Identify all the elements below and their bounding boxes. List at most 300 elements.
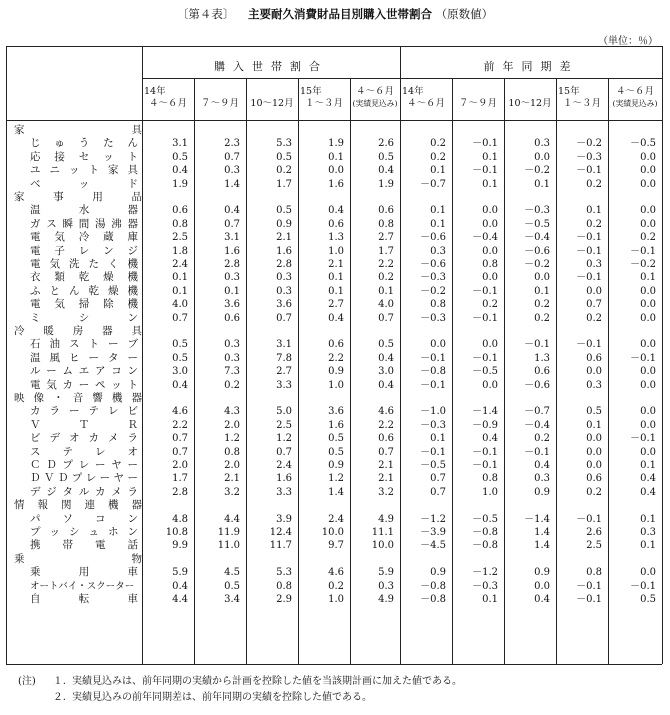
value-cell: 0.6 bbox=[534, 366, 550, 378]
value-cell: －0.2 bbox=[576, 138, 602, 150]
value-cell: 0.8 bbox=[224, 446, 240, 458]
item-label: 電 気 洗 た く 機 bbox=[30, 258, 138, 270]
value-cell: －0.1 bbox=[576, 232, 602, 244]
value-cell: －0.9 bbox=[472, 419, 498, 431]
category-label: 家 具 bbox=[14, 124, 142, 136]
value-cell: 2.1 bbox=[378, 460, 394, 471]
value-cell: 0.8 bbox=[276, 580, 292, 592]
value-cell: 5.9 bbox=[172, 567, 188, 579]
column-header-top: 15年 bbox=[300, 86, 322, 97]
value-cell: －0.2 bbox=[524, 165, 550, 177]
table-subtitle: （原数値） bbox=[435, 7, 494, 21]
value-cell: 0.0 bbox=[640, 379, 656, 391]
value-cell: 0.1 bbox=[482, 151, 498, 163]
value-cell: 1.7 bbox=[172, 473, 188, 485]
value-cell: －0.3 bbox=[576, 151, 602, 163]
value-cell: 0.1 bbox=[430, 433, 446, 445]
value-cell: 0.2 bbox=[430, 138, 446, 150]
value-cell: 11.1 bbox=[371, 527, 394, 538]
value-cell: 2.4 bbox=[172, 259, 188, 270]
value-cell: 0.3 bbox=[224, 165, 240, 177]
table-number: 〔第４表〕 bbox=[176, 7, 235, 21]
item-label: ベ ッ ド bbox=[30, 177, 138, 190]
value-cell: －0.3 bbox=[420, 272, 446, 284]
value-cell: －0.5 bbox=[630, 138, 656, 150]
value-cell: 0.2 bbox=[482, 299, 498, 311]
column-header: 10～12月 bbox=[250, 98, 294, 109]
value-cell: 0.7 bbox=[586, 299, 602, 311]
value-cell: 10.0 bbox=[321, 527, 344, 538]
table-rule bbox=[6, 46, 662, 47]
column-header: １～３月 bbox=[304, 98, 343, 109]
value-cell: 1.2 bbox=[328, 473, 344, 485]
item-label: ビ デ オ カ メ ラ bbox=[30, 432, 138, 445]
value-cell: －0.1 bbox=[472, 312, 498, 324]
value-cell: 0.9 bbox=[430, 567, 446, 579]
value-cell: 0.6 bbox=[586, 352, 602, 364]
value-cell: －1.2 bbox=[420, 513, 446, 525]
table-title bbox=[0, 6, 670, 22]
value-cell: 0.4 bbox=[640, 473, 656, 485]
value-cell: 0.0 bbox=[640, 285, 656, 297]
value-cell: 0.0 bbox=[640, 446, 656, 458]
value-cell: 3.6 bbox=[224, 299, 240, 311]
value-cell: 0.1 bbox=[224, 285, 240, 297]
column-header: ４～６月 bbox=[148, 98, 187, 109]
value-cell: 0.1 bbox=[430, 165, 446, 177]
item-label: ス テ レ オ bbox=[30, 445, 138, 458]
value-cell: 0.1 bbox=[586, 419, 602, 431]
value-cell: 0.4 bbox=[328, 312, 344, 324]
value-cell: 0.1 bbox=[328, 285, 344, 297]
item-label: Ｖ Ｔ Ｒ bbox=[30, 418, 138, 431]
item-label: じ ゅ う た ん bbox=[30, 137, 138, 150]
value-cell: 4.6 bbox=[378, 406, 394, 418]
value-cell: －0.3 bbox=[420, 419, 446, 431]
value-cell: 0.0 bbox=[328, 165, 344, 177]
value-cell: 2.1 bbox=[276, 232, 292, 244]
value-cell: 1.0 bbox=[482, 486, 498, 498]
value-cell: －0.1 bbox=[576, 272, 602, 284]
value-cell: 0.1 bbox=[430, 218, 446, 230]
value-cell: 0.5 bbox=[586, 406, 602, 418]
value-cell: 1.6 bbox=[276, 245, 292, 257]
value-cell: 0.1 bbox=[534, 178, 550, 190]
value-cell: 0.0 bbox=[482, 205, 498, 217]
value-cell: －3.9 bbox=[420, 527, 446, 538]
value-cell: －0.1 bbox=[472, 460, 498, 471]
value-cell: 0.1 bbox=[172, 285, 188, 297]
value-cell: 0.1 bbox=[328, 272, 344, 284]
value-cell: 0.5 bbox=[328, 433, 344, 445]
value-cell: 0.4 bbox=[172, 580, 188, 592]
value-cell: 0.6 bbox=[328, 218, 344, 230]
value-cell: －0.1 bbox=[420, 446, 446, 458]
item-label: 石 油 ス ト ー ブ bbox=[30, 338, 138, 351]
value-cell: 0.0 bbox=[640, 165, 656, 177]
value-cell: 0.0 bbox=[586, 446, 602, 458]
value-cell: 2.0 bbox=[224, 419, 240, 431]
value-cell: －0.1 bbox=[576, 245, 602, 257]
value-cell: 3.3 bbox=[276, 379, 292, 391]
column-header: 10～12月 bbox=[508, 98, 552, 109]
value-cell: －0.5 bbox=[524, 218, 550, 230]
value-cell: 0.4 bbox=[378, 165, 394, 177]
value-cell: －0.7 bbox=[420, 178, 446, 190]
value-cell: 5.9 bbox=[378, 567, 394, 579]
value-cell: 2.5 bbox=[276, 419, 292, 431]
value-cell: －0.1 bbox=[630, 352, 656, 364]
value-cell: 0.5 bbox=[328, 446, 344, 458]
column-header: (実績見込み) bbox=[612, 99, 658, 108]
value-cell: 0.9 bbox=[276, 218, 292, 230]
value-cell: 0.2 bbox=[378, 272, 394, 284]
value-cell: 2.2 bbox=[378, 259, 394, 270]
value-cell: 0.4 bbox=[640, 486, 656, 498]
item-label: 電 気 カ ー ペ ッ ト bbox=[30, 378, 138, 391]
value-cell: 0.7 bbox=[378, 446, 394, 458]
value-cell: 7.8 bbox=[276, 352, 292, 364]
category-label: 乗 物 bbox=[14, 552, 142, 565]
item-label: デ ジ タ ル カ メ ラ bbox=[30, 485, 138, 498]
value-cell: 4.9 bbox=[378, 513, 394, 525]
value-cell: －1.2 bbox=[472, 567, 498, 579]
table-main-title: 主要耐久消費財品目別購入世帯割合 bbox=[248, 7, 432, 21]
item-label: プ ッ シ ュ ホ ン bbox=[30, 526, 138, 538]
value-cell: 1.0 bbox=[328, 245, 344, 257]
value-cell: －0.4 bbox=[524, 232, 550, 244]
value-cell: －0.3 bbox=[524, 205, 550, 217]
item-label: 衣 類 乾 燥 機 bbox=[30, 271, 138, 284]
value-cell: 1.4 bbox=[534, 540, 550, 552]
value-cell: 0.0 bbox=[482, 379, 498, 391]
value-cell: 0.4 bbox=[378, 379, 394, 391]
value-cell: 1.0 bbox=[328, 594, 344, 605]
value-cell: 0.0 bbox=[534, 151, 550, 163]
value-cell: 3.6 bbox=[328, 406, 344, 418]
value-cell: 0.0 bbox=[640, 205, 656, 217]
table-rule bbox=[6, 664, 662, 665]
value-cell: 4.0 bbox=[172, 299, 188, 311]
value-cell: 12.4 bbox=[269, 527, 292, 538]
value-cell: －0.1 bbox=[576, 339, 602, 351]
value-cell: 0.0 bbox=[430, 339, 446, 351]
value-cell: 4.6 bbox=[172, 406, 188, 418]
value-cell: 0.3 bbox=[224, 352, 240, 364]
item-label: 応 接 セ ッ ト bbox=[30, 150, 138, 163]
value-cell: －0.6 bbox=[524, 245, 550, 257]
value-cell: 0.3 bbox=[378, 580, 394, 592]
value-cell: 0.1 bbox=[534, 285, 550, 297]
column-header: ７～９月 bbox=[200, 98, 239, 109]
value-cell: 2.2 bbox=[172, 419, 188, 431]
column-header: ４～６月 bbox=[406, 98, 445, 109]
value-cell: 0.8 bbox=[172, 218, 188, 230]
value-cell: 0.0 bbox=[640, 312, 656, 324]
value-cell: 0.4 bbox=[534, 594, 550, 605]
value-cell: 0.2 bbox=[534, 312, 550, 324]
value-cell: 1.9 bbox=[328, 138, 344, 150]
value-cell: －0.8 bbox=[472, 527, 498, 538]
value-cell: 2.4 bbox=[328, 513, 344, 525]
value-cell: 10.0 bbox=[371, 540, 394, 552]
value-cell: 3.0 bbox=[172, 366, 188, 378]
value-cell: 3.9 bbox=[276, 513, 292, 525]
value-cell: 0.9 bbox=[328, 460, 344, 471]
value-cell: 0.3 bbox=[224, 272, 240, 284]
value-cell: 4.5 bbox=[224, 567, 240, 579]
value-cell: 1.6 bbox=[276, 473, 292, 485]
value-cell: 0.6 bbox=[586, 473, 602, 485]
value-cell: 3.1 bbox=[224, 232, 240, 244]
value-cell: 4.0 bbox=[378, 299, 394, 311]
value-cell: 11.7 bbox=[269, 540, 292, 552]
value-cell: －0.4 bbox=[524, 419, 550, 431]
note-line-2: ２. 実績見込みの前年同期差は、前年同期の実績を控除した値である。 bbox=[52, 692, 372, 703]
category-label: 映 像 ・ 音 響 機 器 bbox=[14, 392, 142, 404]
value-cell: 0.2 bbox=[276, 165, 292, 177]
value-cell: 2.7 bbox=[378, 232, 394, 244]
value-cell: 0.9 bbox=[328, 366, 344, 378]
value-cell: 2.6 bbox=[378, 138, 394, 150]
value-cell: 0.0 bbox=[586, 366, 602, 378]
value-cell: 2.0 bbox=[224, 460, 240, 471]
value-cell: 2.2 bbox=[328, 352, 344, 364]
value-cell: 1.6 bbox=[328, 178, 344, 190]
value-cell: 2.5 bbox=[586, 540, 602, 552]
value-cell: 0.0 bbox=[640, 419, 656, 431]
value-cell: 0.0 bbox=[482, 218, 498, 230]
notes bbox=[18, 674, 462, 706]
category-label: 情 報 関 連 機 器 bbox=[14, 499, 142, 512]
value-cell: 0.7 bbox=[276, 312, 292, 324]
value-cell: 0.2 bbox=[534, 433, 550, 445]
value-cell: 4.9 bbox=[378, 594, 394, 605]
value-cell: －0.2 bbox=[524, 259, 550, 270]
value-cell: 3.1 bbox=[172, 138, 188, 150]
value-cell: 2.7 bbox=[328, 299, 344, 311]
value-cell: 0.0 bbox=[640, 178, 656, 190]
value-cell: 1.3 bbox=[328, 232, 344, 244]
value-cell: 0.0 bbox=[640, 366, 656, 378]
value-cell: 1.9 bbox=[172, 178, 188, 190]
value-cell: 0.0 bbox=[586, 433, 602, 445]
item-label: ル ー ム エ ア コ ン bbox=[30, 365, 138, 378]
value-cell: －0.1 bbox=[524, 446, 550, 458]
value-cell: 0.1 bbox=[378, 285, 394, 297]
value-cell: －0.1 bbox=[472, 352, 498, 364]
value-cell: －0.1 bbox=[576, 165, 602, 177]
item-label: 温 風 ヒ ー タ ー bbox=[30, 351, 138, 364]
value-cell: 1.4 bbox=[534, 527, 550, 538]
table-rule bbox=[6, 120, 662, 121]
value-cell: 0.3 bbox=[640, 527, 656, 538]
value-cell: 0.6 bbox=[172, 205, 188, 217]
value-cell: 2.5 bbox=[172, 232, 188, 244]
column-header-top: 14年 bbox=[144, 86, 166, 97]
value-cell: 0.4 bbox=[534, 460, 550, 471]
value-cell: 0.5 bbox=[172, 339, 188, 351]
value-cell: 3.3 bbox=[276, 486, 292, 498]
value-cell: 11.9 bbox=[217, 527, 240, 538]
value-cell: 2.1 bbox=[328, 259, 344, 270]
item-label: パ ソ コ ン bbox=[30, 512, 138, 525]
value-cell: 0.7 bbox=[172, 312, 188, 324]
value-cell: 2.8 bbox=[276, 259, 292, 270]
value-cell: 0.8 bbox=[482, 259, 498, 270]
value-cell: 0.7 bbox=[276, 446, 292, 458]
value-cell: －0.2 bbox=[420, 285, 446, 297]
value-cell: 0.0 bbox=[482, 339, 498, 351]
value-cell: 9.9 bbox=[172, 540, 188, 552]
value-cell: 0.2 bbox=[430, 151, 446, 163]
value-cell: 0.5 bbox=[224, 580, 240, 592]
value-cell: －0.6 bbox=[524, 379, 550, 391]
value-cell: 0.9 bbox=[534, 567, 550, 579]
value-cell: 1.9 bbox=[378, 178, 394, 190]
value-cell: －0.1 bbox=[420, 352, 446, 364]
value-cell: －0.1 bbox=[576, 594, 602, 605]
value-cell: －0.1 bbox=[524, 339, 550, 351]
item-label: 自 転 車 bbox=[30, 593, 138, 605]
value-cell: 0.0 bbox=[534, 580, 550, 592]
value-cell: 5.3 bbox=[276, 138, 292, 150]
value-cell: 0.2 bbox=[640, 232, 656, 244]
value-cell: 2.8 bbox=[172, 486, 188, 498]
value-cell: －0.8 bbox=[420, 594, 446, 605]
value-cell: －0.8 bbox=[420, 580, 446, 592]
value-cell: 2.1 bbox=[224, 473, 240, 485]
value-cell: －1.4 bbox=[524, 513, 550, 525]
value-cell: 0.3 bbox=[534, 473, 550, 485]
group-header-purchase-share: 購入世帯割合 bbox=[214, 60, 328, 73]
value-cell: 0.9 bbox=[534, 486, 550, 498]
value-cell: 3.0 bbox=[378, 366, 394, 378]
value-cell: －0.3 bbox=[420, 312, 446, 324]
value-cell: －0.1 bbox=[472, 138, 498, 150]
value-cell: 10.8 bbox=[165, 527, 188, 538]
value-cell: 0.0 bbox=[640, 406, 656, 418]
note-tag: (注) bbox=[18, 676, 36, 687]
value-cell: 0.0 bbox=[640, 151, 656, 163]
value-cell: 0.2 bbox=[586, 178, 602, 190]
value-cell: 0.1 bbox=[172, 272, 188, 284]
item-label: 携 帯 電 話 bbox=[30, 539, 138, 552]
item-label: 電 子 レ ン ジ bbox=[30, 244, 138, 257]
value-cell: －4.5 bbox=[420, 540, 446, 552]
item-label: ふ と ん 乾 燥 機 bbox=[30, 284, 138, 297]
value-cell: －0.1 bbox=[630, 245, 656, 257]
column-header-top: 15年 bbox=[558, 86, 580, 97]
value-cell: 0.3 bbox=[586, 379, 602, 391]
value-cell: 0.0 bbox=[586, 460, 602, 471]
item-label: Ｄ Ｖ Ｄ プ レ ー ヤ ー bbox=[30, 472, 138, 485]
value-cell: 0.3 bbox=[276, 272, 292, 284]
value-cell: 1.3 bbox=[534, 352, 550, 364]
value-cell: 0.8 bbox=[430, 299, 446, 311]
item-label: ガ ス 瞬 間 湯 沸 器 bbox=[30, 217, 138, 230]
value-cell: 0.0 bbox=[640, 567, 656, 579]
value-cell: 1.2 bbox=[276, 433, 292, 445]
item-label: 温 水 器 bbox=[30, 204, 138, 217]
value-cell: 0.1 bbox=[328, 151, 344, 163]
value-cell: 0.2 bbox=[328, 580, 344, 592]
value-cell: 1.7 bbox=[378, 245, 394, 257]
value-cell: －1.4 bbox=[472, 406, 498, 418]
value-cell: 0.7 bbox=[378, 312, 394, 324]
value-cell: 1.7 bbox=[276, 178, 292, 190]
value-cell: －0.1 bbox=[630, 433, 656, 445]
value-cell: 0.4 bbox=[328, 205, 344, 217]
value-cell: 2.9 bbox=[276, 594, 292, 605]
value-cell: －0.1 bbox=[576, 580, 602, 592]
value-cell: 0.8 bbox=[482, 473, 498, 485]
value-cell: 0.7 bbox=[224, 151, 240, 163]
value-cell: －0.1 bbox=[420, 379, 446, 391]
value-cell: 4.6 bbox=[328, 567, 344, 579]
value-cell: 0.3 bbox=[534, 138, 550, 150]
column-header: ７～９月 bbox=[458, 98, 497, 109]
value-cell: 3.2 bbox=[224, 486, 240, 498]
value-cell: 2.6 bbox=[586, 527, 602, 538]
item-label: ユ ニ ッ ト 家 具 bbox=[30, 164, 138, 177]
item-label: 電 気 冷 蔵 庫 bbox=[30, 231, 138, 244]
value-cell: 0.5 bbox=[172, 352, 188, 364]
value-cell: 0.4 bbox=[378, 352, 394, 364]
value-cell: 0.2 bbox=[586, 312, 602, 324]
value-cell: 0.1 bbox=[640, 513, 656, 525]
value-cell: 1.8 bbox=[172, 245, 188, 257]
value-cell: 0.8 bbox=[378, 218, 394, 230]
group-header-yoy-diff: 前年同期差 bbox=[483, 60, 579, 73]
value-cell: 2.8 bbox=[224, 259, 240, 270]
value-cell: 0.1 bbox=[640, 460, 656, 471]
item-label: ミ シ ン bbox=[30, 311, 138, 324]
value-cell: 0.1 bbox=[586, 205, 602, 217]
value-cell: 0.4 bbox=[172, 379, 188, 391]
value-cell: 11.0 bbox=[217, 540, 240, 552]
item-label: 電 気 掃 除 機 bbox=[30, 298, 138, 311]
value-cell: 0.6 bbox=[224, 312, 240, 324]
value-cell: 1.6 bbox=[328, 419, 344, 431]
value-cell: 0.3 bbox=[276, 285, 292, 297]
value-cell: 4.8 bbox=[172, 513, 188, 525]
column-header: (実績見込み) bbox=[352, 99, 398, 108]
value-cell: －1.0 bbox=[420, 406, 446, 418]
value-cell: －0.5 bbox=[472, 513, 498, 525]
value-cell: 5.0 bbox=[276, 406, 292, 418]
value-cell: 2.2 bbox=[378, 419, 394, 431]
value-cell: －0.1 bbox=[630, 580, 656, 592]
value-cell: －0.8 bbox=[420, 366, 446, 378]
value-cell: 0.7 bbox=[430, 473, 446, 485]
value-cell: 0.2 bbox=[586, 486, 602, 498]
item-label: 乗 用 車 bbox=[30, 566, 138, 579]
value-cell: 0.6 bbox=[378, 205, 394, 217]
value-cell: 0.1 bbox=[430, 205, 446, 217]
value-cell: 3.4 bbox=[224, 594, 240, 605]
value-cell: 0.7 bbox=[430, 486, 446, 498]
value-cell: 0.5 bbox=[276, 205, 292, 217]
value-cell: －0.7 bbox=[524, 406, 550, 418]
value-cell: 0.6 bbox=[378, 433, 394, 445]
value-cell: 0.7 bbox=[172, 446, 188, 458]
column-rule bbox=[6, 46, 7, 664]
value-cell: 0.3 bbox=[586, 259, 602, 270]
value-cell: －0.5 bbox=[420, 460, 446, 471]
value-cell: －0.1 bbox=[472, 285, 498, 297]
value-cell: 0.5 bbox=[172, 151, 188, 163]
